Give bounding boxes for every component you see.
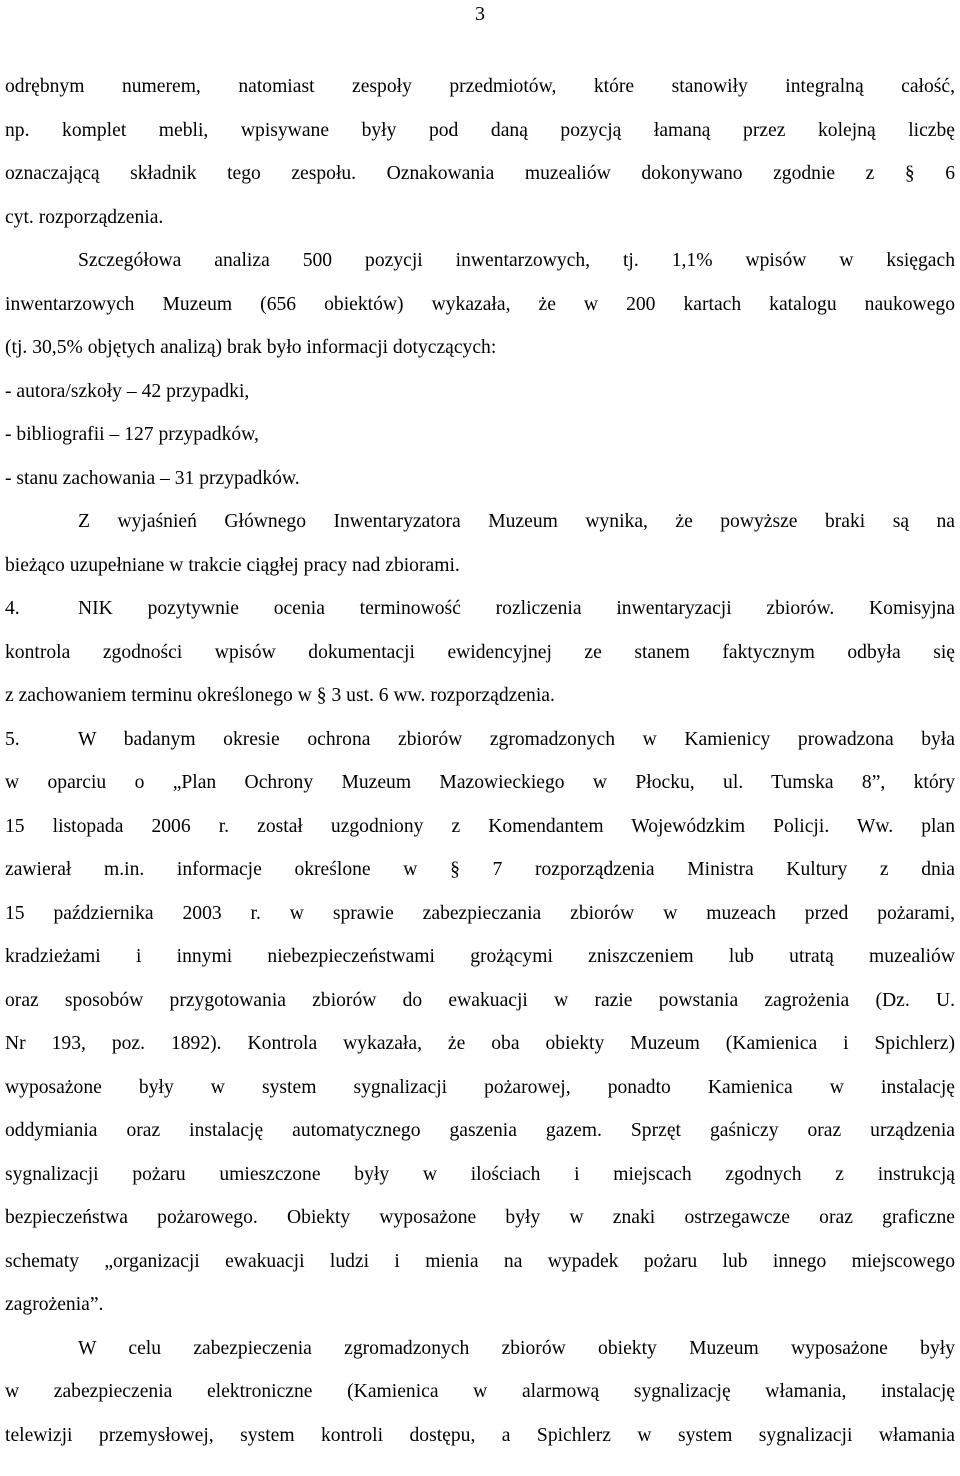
text-line xyxy=(5,1153,955,1197)
paragraph-number: 5. xyxy=(5,728,20,750)
text-line xyxy=(5,152,955,196)
text-line xyxy=(5,718,955,762)
line-text: - bibliografii – 127 przypadków, xyxy=(5,424,259,445)
text-line xyxy=(5,848,955,892)
text-line xyxy=(5,1066,955,1110)
line-text: zagrożenia”. xyxy=(5,1294,104,1315)
line-text: Szczegółowa analiza 500 pozycji inwentarzowych, tj. 1,1% wpisów w księgach xyxy=(78,250,955,271)
text-line xyxy=(5,370,955,414)
text-line xyxy=(5,109,955,153)
text-line xyxy=(5,196,955,240)
text-line xyxy=(5,500,955,544)
line-text: oznaczającą składnik tego zespołu. Oznakowania muzealiów dokonywano zgodnie z § 6 xyxy=(5,163,955,184)
line-text: 15 października 2003 r. w sprawie zabezpieczania zbiorów w muzeach przed pożarami, xyxy=(5,902,955,924)
text-line xyxy=(5,1109,955,1153)
text-line xyxy=(5,805,955,849)
text-line xyxy=(5,1327,955,1371)
text-line xyxy=(5,979,955,1023)
document-body xyxy=(5,65,955,1457)
line-text: inwentarzowych Muzeum (656 obiektów) wykazała, że w 200 kartach katalogu naukowego xyxy=(5,293,955,315)
text-line xyxy=(5,1240,955,1284)
line-text: bezpieczeństwa pożarowego. Obiekty wyposażone były w znaki ostrzegawcze oraz graficzne xyxy=(5,1207,955,1228)
text-line xyxy=(5,544,955,588)
text-line xyxy=(5,1370,955,1414)
line-text: W celu zabezpieczenia zgromadzonych zbiorów obiekty Muzeum wyposażone były xyxy=(78,1337,955,1359)
text-line xyxy=(5,283,955,327)
text-line xyxy=(5,239,955,283)
text-line xyxy=(5,935,955,979)
line-text: telewizji przemysłowej, system kontroli dostępu, a Spichlerz w system sygnalizacji włamania xyxy=(5,1424,955,1446)
line-text: W badanym okresie ochrona zbiorów zgromadzonych w Kamienicy prowadzona była xyxy=(78,728,955,750)
text-line xyxy=(5,1283,955,1327)
text-line xyxy=(5,674,955,718)
line-text: w oparciu o „Plan Ochrony Muzeum Mazowieckiego w Płocku, ul. Tumska 8”, który xyxy=(5,772,955,793)
text-line xyxy=(5,631,955,675)
page-number: 3 xyxy=(475,3,485,25)
line-text: kradzieżami i innymi niebezpieczeństwami grożącymi zniszczeniem lub utratą muzealiów xyxy=(5,946,955,967)
text-line xyxy=(5,457,955,501)
line-text: oraz sposobów przygotowania zbiorów do ewakuacji w razie powstania zagrożenia (Dz. U. xyxy=(5,989,955,1011)
text-line xyxy=(5,1414,955,1458)
line-text: sygnalizacji pożaru umieszczone były w ilościach i miejscach zgodnych z instrukcją xyxy=(5,1163,955,1185)
line-text: z zachowaniem terminu określonego w § 3 ust. 6 ww. rozporządzenia. xyxy=(5,685,555,706)
line-text: cyt. rozporządzenia. xyxy=(5,206,164,228)
line-text: schematy „organizacji ewakuacji ludzi i mienia na wypadek pożaru lub innego miejscowego xyxy=(5,1250,955,1272)
line-text: odrębnym numerem, natomiast zespoły przedmiotów, które stanowiły integralną całość, xyxy=(5,76,955,97)
line-text: wyposażone były w system sygnalizacji pożarowej, ponadto Kamienica w instalację xyxy=(5,1076,955,1098)
line-text: oddymiania oraz instalację automatycznego gaszenia gazem. Sprzęt gaśniczy oraz urządzenia xyxy=(5,1120,955,1141)
line-text: (tj. 30,5% objętych analizą) brak było informacji dotyczących: xyxy=(5,337,497,358)
text-line xyxy=(5,587,955,631)
text-line xyxy=(5,892,955,936)
text-line xyxy=(5,413,955,457)
line-text: NIK pozytywnie ocenia terminowość rozliczenia inwentaryzacji zbiorów. Komisyjna xyxy=(78,598,955,619)
line-text: Z wyjaśnień Głównego Inwentaryzatora Muzeum wynika, że powyższe braki są na xyxy=(78,511,955,532)
line-text: bieżąco uzupełniane w trakcie ciągłej pracy nad zbiorami. xyxy=(5,554,460,576)
line-text: Nr 193, poz. 1892). Kontrola wykazała, że oba obiekty Muzeum (Kamienica i Spichlerz) xyxy=(5,1033,955,1054)
line-text: 15 listopada 2006 r. został uzgodniony z Komendantem Wojewódzkim Policji. Ww. plan xyxy=(5,815,955,837)
text-line xyxy=(5,1022,955,1066)
text-line xyxy=(5,65,955,109)
line-text: - autora/szkoły – 42 przypadki, xyxy=(5,380,250,402)
line-text: zawierał m.in. informacje określone w § 7 rozporządzenia Ministra Kultury z dnia xyxy=(5,859,955,880)
text-line xyxy=(5,761,955,805)
line-text: kontrola zgodności wpisów dokumentacji ewidencyjnej ze stanem faktycznym odbyła się xyxy=(5,641,955,663)
text-line xyxy=(5,1196,955,1240)
line-text: - stanu zachowania – 31 przypadków. xyxy=(5,467,300,489)
text-line xyxy=(5,326,955,370)
line-text: w zabezpieczenia elektroniczne (Kamienica w alarmową sygnalizację włamania, instalację xyxy=(5,1381,955,1402)
line-text: np. komplet mebli, wpisywane były pod daną pozycją łamaną przez kolejną liczbę xyxy=(5,119,955,141)
paragraph-number: 4. xyxy=(5,598,20,619)
